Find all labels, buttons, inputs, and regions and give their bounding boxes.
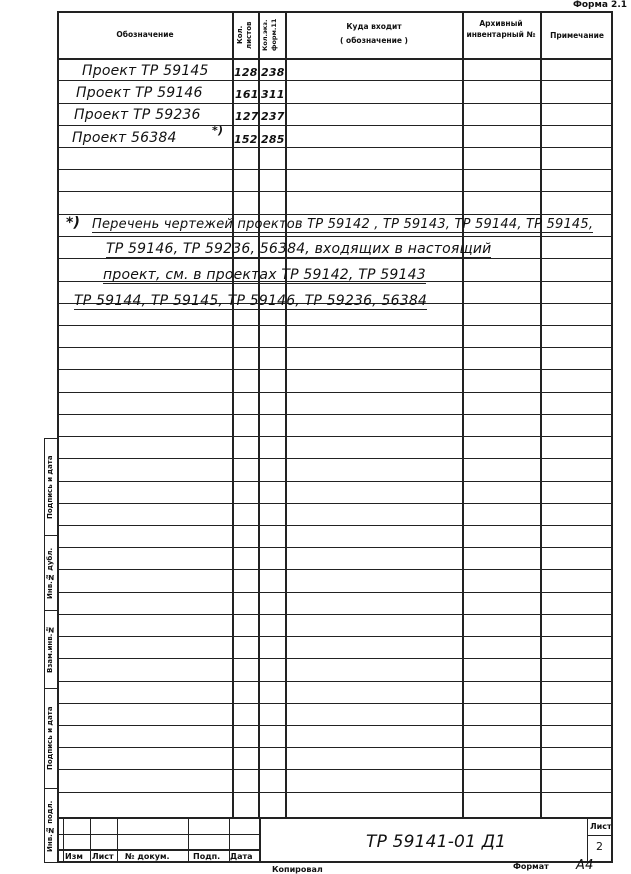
header-note: Примечание [550, 31, 604, 40]
document-code: ТР 59141-01 Д1 [366, 832, 507, 852]
row-1-designation: Проект ТР 59145 [82, 63, 209, 79]
row-2-designation: Проект ТР 59146 [76, 85, 203, 101]
header-destination: Куда входит [346, 22, 402, 31]
format-label: Формат [513, 862, 549, 871]
footnote-line-2: ТР 59146, ТР 59236, 56384, входящих в настоящий [106, 241, 492, 257]
row-3-designation: Проект ТР 59236 [74, 107, 201, 123]
row-2-copies: 311 [261, 88, 285, 101]
row-4-designation: Проект 56384 [72, 130, 177, 146]
header-copies-count: Кол.экз. форм.11 [261, 18, 278, 52]
row-1-copies: 238 [261, 66, 285, 79]
footnote-line-4: ТР 59144, ТР 59145, ТР 59146, ТР 59236, 56384 [74, 293, 428, 309]
stamp-signature-date-2: Подпись и дата [46, 706, 54, 771]
col-sheet: Лист [92, 852, 114, 861]
row-4-footnote-mark: *) [212, 124, 224, 137]
copied-label: Копировал [272, 865, 323, 874]
format-value: А4 [576, 858, 594, 873]
header-archive-number: Архивный инвентарный № [466, 19, 536, 39]
row-4-copies: 285 [261, 133, 285, 146]
header-designation: Обозначение [116, 30, 174, 39]
row-3-sheets: 127 [235, 110, 259, 123]
form-label: Форма 2.1 [572, 0, 627, 10]
stamp-signature-date-1: Подпись и дата [46, 455, 54, 519]
stamp-duplicate-inv: Инв.№ дубл. [46, 547, 54, 599]
row-1-sheets: 128 [234, 66, 258, 79]
header-destination-sub: ( обозначение ) [340, 36, 408, 45]
col-signature: Подп. [193, 852, 221, 861]
sheet-label: Лист [590, 822, 612, 831]
col-date: Дата [230, 852, 253, 861]
row-3-copies: 237 [261, 110, 285, 123]
footnote-line-1: Перечень чертежей проектов ТР 59142 , ТР 59143, ТР 59144, ТР 59145, [92, 217, 594, 232]
stamp-original-inv: Инв.№ подл. [46, 800, 54, 852]
footnote-mark: *) [66, 215, 81, 231]
footnote-line-3: проект, см. в проектах ТР 59142, ТР 59143 [103, 267, 426, 283]
sheet-number: 2 [596, 840, 603, 853]
header-sheets-count: Кол. листов [236, 21, 253, 49]
col-change: Изм [65, 852, 83, 861]
col-doc-number: № докум. [125, 852, 170, 861]
row-4-sheets: 152 [234, 133, 258, 146]
row-2-sheets: 161 [235, 88, 259, 101]
stamp-replacement-inv: Взам.инв.№ [46, 625, 54, 674]
